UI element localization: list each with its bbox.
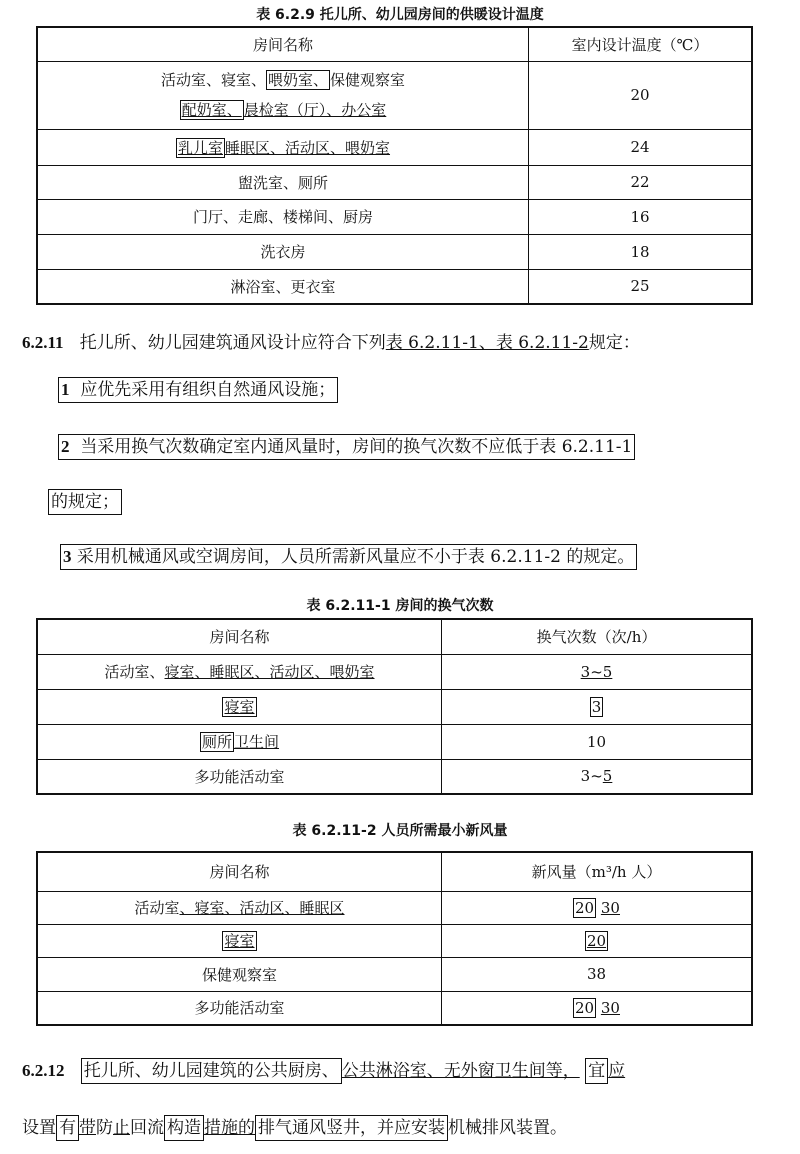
header-design-temperature: 室内设计温度（℃）	[529, 27, 753, 61]
value-boxed: 20	[575, 898, 595, 917]
clause-text: 设置	[22, 1118, 56, 1138]
item-number: 2	[61, 437, 70, 456]
clause-text-boxed: 构造	[164, 1115, 204, 1141]
fresh-air-cell	[442, 991, 753, 1025]
air-change-cell: 3~5	[442, 654, 753, 689]
clause-text: 措施的	[204, 1118, 255, 1138]
clause-6-2-12	[22, 1056, 625, 1081]
air-change-table	[36, 618, 753, 795]
value-boxed: 20	[586, 931, 607, 950]
table-6-2-11-1-caption: 表 6.2.11-1 房间的换气次数	[306, 598, 494, 614]
header-air-change-rate: 换气次数（次/h）	[442, 619, 753, 654]
table-header-row	[37, 852, 752, 891]
air-change-cell	[442, 689, 753, 724]
table-header-row	[37, 27, 752, 61]
value-text: 30	[600, 998, 620, 1017]
item-text: 采用机械通风或空调房间，人员所需新风量应不小于表 6.2.11-2 的规定。	[76, 547, 635, 567]
room-name-cell: 多功能活动室	[37, 991, 442, 1025]
temperature-cell: 16	[529, 199, 753, 234]
temperature-cell: 24	[529, 129, 753, 165]
room-name-cell: 盥洗室、厕所	[37, 165, 529, 199]
room-text: 保健观察室	[330, 71, 406, 89]
item-number: 3	[63, 547, 72, 566]
clause-item-1	[58, 375, 338, 400]
room-text: 活动室	[134, 899, 180, 917]
room-name-cell	[37, 129, 529, 165]
room-name-cell: 门厅、走廊、楼梯间、厨房	[37, 199, 529, 234]
clause-text: 带	[79, 1118, 96, 1138]
clause-number: 6.2.11	[22, 333, 64, 352]
value-text: 30	[600, 898, 620, 917]
fresh-air-cell: 38	[442, 957, 753, 991]
room-text-boxed: 乳儿室	[177, 138, 223, 157]
header-fresh-air-volume: 新风量（m³/h 人）	[442, 852, 753, 891]
table-row	[37, 654, 752, 689]
clause-text: 机械排风装置。	[448, 1118, 567, 1138]
heating-temperature-table	[36, 26, 753, 305]
room-text: 活动室、	[104, 663, 165, 681]
value-text: 3~	[580, 767, 603, 786]
fresh-air-table	[36, 851, 753, 1026]
item-box	[58, 377, 338, 403]
item-number: 1	[61, 380, 70, 399]
clause-text: 规定：	[588, 333, 640, 353]
temperature-cell: 25	[529, 269, 753, 304]
clause-text: 回流	[130, 1118, 164, 1138]
room-name-cell	[37, 724, 442, 759]
clause-item-2-continuation	[48, 487, 122, 512]
fresh-air-cell	[442, 891, 753, 924]
clause-6-2-12-line-2	[22, 1113, 567, 1138]
room-text: 、寝室、活动区、睡眠区	[179, 899, 345, 917]
table-6-2-11-2-caption: 表 6.2.11-2 人员所需最小新风量	[292, 823, 508, 839]
table-row	[37, 724, 752, 759]
room-text-boxed: 寝室	[224, 932, 255, 950]
clause-text-boxed: 排气通风竖井，并应安装	[255, 1115, 448, 1141]
clause-text-boxed: 托儿所、幼儿园建筑的公共厨房、	[81, 1058, 342, 1084]
clause-text: 防	[96, 1118, 113, 1138]
temperature-cell: 18	[529, 234, 753, 269]
clause-text-boxed: 宜	[585, 1058, 608, 1084]
clause-text: 止	[113, 1118, 130, 1138]
item-box	[60, 544, 637, 570]
value-boxed: 3	[591, 697, 602, 716]
room-name-cell	[37, 61, 529, 129]
table-row	[37, 61, 752, 129]
room-text: 睡眠区、活动区、喂奶室	[225, 138, 391, 157]
table-row	[37, 199, 752, 234]
item-box	[58, 434, 635, 460]
room-text-boxed: 配奶室、	[181, 101, 242, 119]
room-name-cell: 多功能活动室	[37, 759, 442, 794]
table-6-2-9-caption: 表 6.2.9 托儿所、幼儿园房间的供暖设计温度	[256, 7, 544, 23]
table-row	[37, 234, 752, 269]
item-text: 应优先采用有组织自然通风设施；	[80, 380, 336, 400]
room-text: 活动室、寝室、	[160, 71, 266, 89]
table-row	[37, 991, 752, 1025]
clause-text: 托儿所、幼儿园建筑通风设计应符合下列	[79, 333, 386, 353]
table-row	[37, 924, 752, 957]
clause-item-3	[60, 542, 637, 567]
room-text-boxed: 喂奶室、	[267, 71, 328, 89]
table-header-row	[37, 619, 752, 654]
room-line	[38, 95, 528, 125]
table-row	[37, 689, 752, 724]
room-text-boxed: 厕所	[201, 733, 232, 751]
header-room-name: 房间名称	[37, 619, 442, 654]
room-name-cell: 淋浴室、更衣室	[37, 269, 529, 304]
clause-text: 应	[608, 1061, 626, 1081]
clause-6-2-11	[22, 328, 640, 353]
table-row	[37, 891, 752, 924]
header-room-name: 房间名称	[37, 852, 442, 891]
temperature-cell: 22	[529, 165, 753, 199]
clause-text-boxed: 有	[56, 1115, 79, 1141]
air-change-cell	[442, 759, 753, 794]
table-row	[37, 269, 752, 304]
room-name-cell	[37, 924, 442, 957]
air-change-cell: 10	[442, 724, 753, 759]
header-room-name: 房间名称	[37, 27, 529, 61]
temperature-cell: 20	[529, 61, 753, 129]
fresh-air-cell	[442, 924, 753, 957]
room-name-cell	[37, 654, 442, 689]
table-row	[37, 957, 752, 991]
value-boxed: 20	[575, 998, 595, 1017]
room-name-cell	[37, 689, 442, 724]
room-name-cell	[37, 891, 442, 924]
item-text: 的规定；	[48, 489, 122, 515]
room-text: 卫生间	[234, 733, 280, 751]
clause-item-2	[58, 432, 635, 457]
room-text-boxed: 寝室	[224, 698, 255, 716]
table-row	[37, 165, 752, 199]
clause-number: 6.2.12	[22, 1061, 65, 1080]
room-name-cell: 洗衣房	[37, 234, 529, 269]
table-row	[37, 759, 752, 794]
table-reference: 表 6.2.11-1、表 6.2.11-2	[385, 333, 589, 353]
item-text: 当采用换气次数确定室内通风量时，房间的换气次数不应低于表 6.2.11-1	[80, 437, 633, 457]
room-line	[38, 65, 528, 95]
value-text: 5	[602, 767, 613, 786]
room-text: 晨检室（厅）、办公室	[243, 101, 387, 119]
clause-text: 公共淋浴室、无外窗卫生间等，	[341, 1061, 580, 1081]
table-row	[37, 129, 752, 165]
room-text: 寝室、睡眠区、活动区、喂奶室	[164, 663, 375, 681]
room-name-cell: 保健观察室	[37, 957, 442, 991]
